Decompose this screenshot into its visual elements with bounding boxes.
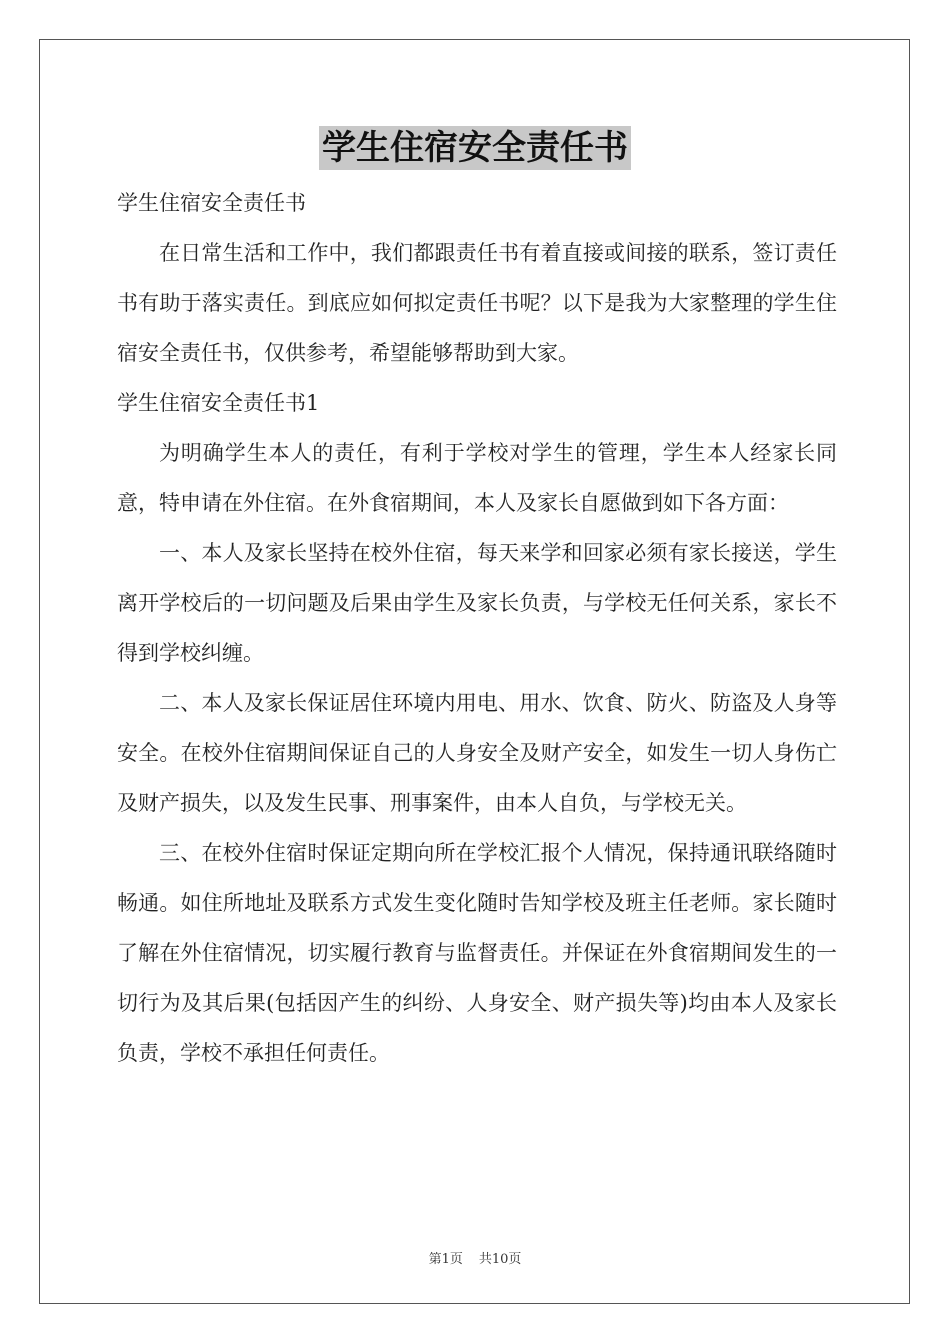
document-title: 学生住宿安全责任书 [319,126,631,170]
body-paragraph-preamble: 为明确学生本人的责任，有利于学校对学生的管理，学生本人经家长同意，特申请在外住宿。在外食宿期间，本人及家长自愿做到如下各方面： [117,441,837,515]
title-area [0,126,950,170]
body-paragraph-clause-3: 三、在校外住宿时保证定期向所在学校汇报个人情况，保持通讯联络随时畅通。如住所地址及联系方式发生变化随时告知学校及班主任老师。家长随时了解在外住宿情况，切实履行教育与监督责任。并保证在外食宿期间发生的一切行为及其后果(包括因产生的纠纷、人身安全、财产损失等)均由本人及家长负责，学校不承担任何责任。 [117,841,837,1065]
body-paragraph-clause-1: 一、本人及家长坚持在校外住宿，每天来学和回家必须有家长接送，学生离开学校后的一切问题及后果由学生及家长负责，与学校无任何关系，家长不得到学校纠缠。 [117,541,837,665]
page-footer [0,1248,950,1267]
page-number: 第1页 [428,1252,463,1267]
document-body [117,178,837,1078]
page-total: 共10页 [478,1252,522,1267]
document-subtitle: 学生住宿安全责任书 [117,191,306,215]
body-paragraph-clause-2: 二、本人及家长保证居住环境内用电、用水、饮食、防火、防盗及人身等安全。在校外住宿期间保证自己的人身安全及财产安全，如发生一切人身伤亡及财产损失，以及发生民事、刑事案件，由本人自负，与学校无关。 [117,691,837,815]
section-heading: 学生住宿安全责任书1 [117,391,320,415]
intro-paragraph: 在日常生活和工作中，我们都跟责任书有着直接或间接的联系，签订责任书有助于落实责任。到底应如何拟定责任书呢？以下是我为大家整理的学生住宿安全责任书，仅供参考，希望能够帮助到大家。 [117,241,837,365]
